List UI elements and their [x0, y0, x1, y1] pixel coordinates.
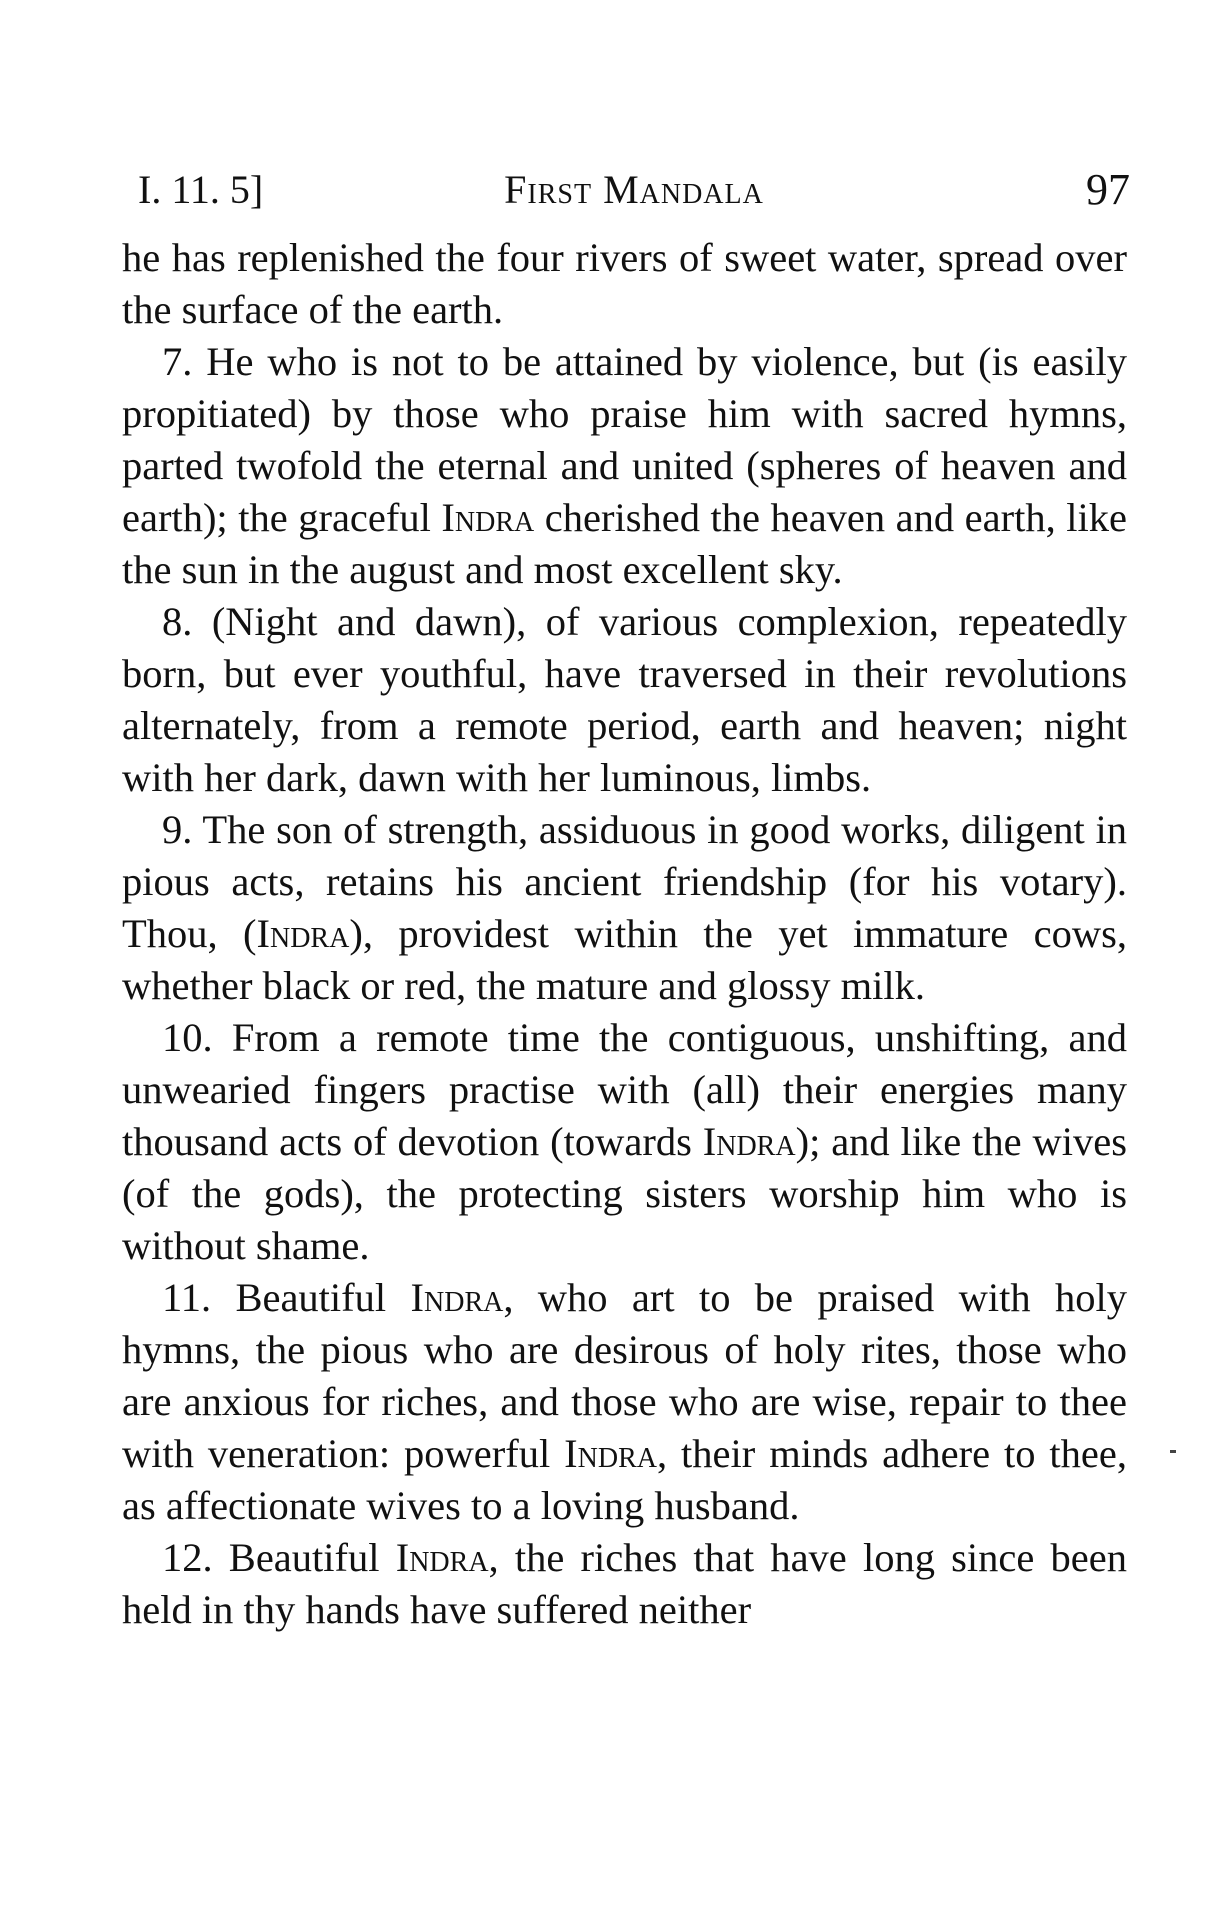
- deity-name: Indra: [564, 1431, 657, 1476]
- scan-speck: [1170, 1450, 1176, 1453]
- verse-7: [122, 336, 1127, 596]
- verse-text: , their minds adhere to thee, as affectionate wives to a loving husband.: [122, 1431, 1128, 1528]
- verse-text: , who art to be praised with holy hymns, the pious who are desirous of holy rites, those who are anxious for riches, and those who are wise, repair to thee with veneration: powerful: [122, 1275, 1127, 1476]
- verse-8: [122, 596, 1127, 804]
- verse-11: [122, 1272, 1127, 1532]
- verse-text: ); and like the wives (of the gods), the protecting sisters worship him who is without shame.: [122, 1119, 1127, 1268]
- book-title: First Mandala: [504, 167, 764, 212]
- verse-text: 9. The son of strength, assiduous in good works, diligent in pious acts, retains his ancient friendship (for his votary). Thou, (: [122, 807, 1127, 956]
- verse-text: 10. From a remote time the contiguous, unshifting, and unwearied fingers practise with (all) their energies many thousand acts of devotion (towards: [122, 1015, 1127, 1164]
- verse-12: [122, 1532, 1127, 1636]
- page-number: 97: [1086, 165, 1130, 214]
- verse-text: he has replenished the four rivers of sweet water, spread over the surface of the earth.: [122, 235, 1127, 332]
- section-reference: I. 11. 5]: [138, 167, 264, 212]
- deity-name: Indra: [441, 495, 535, 540]
- verse-text: ), providest within the yet immature cows, whether black or red, the mature and glossy milk.: [122, 911, 1128, 1008]
- verse-text: 12. Beautiful: [162, 1535, 396, 1580]
- deity-name: Indra: [256, 911, 350, 956]
- body-text: [122, 232, 1127, 1636]
- verse-9: [122, 804, 1127, 1012]
- running-head: [138, 160, 1130, 220]
- verse-10: [122, 1012, 1127, 1272]
- verse-text: 7. He who is not to be attained by violence, but (is easily propitiated) by those who praise him with sacred hymns, parted twofold the eternal and united (spheres of heaven and earth); the graceful: [122, 339, 1127, 540]
- verse-text: 8. (Night and dawn), of various complexion, repeatedly born, but ever youthful, have traversed in their revolutions alternately, from a remote period, earth and heaven; night with her dark, dawn with her luminous, limbs.: [122, 599, 1127, 800]
- verse-text: 11. Beautiful: [162, 1275, 411, 1320]
- deity-name: Indra: [702, 1119, 796, 1164]
- deity-name: Indra: [410, 1275, 504, 1320]
- verse-text: , the riches that have long since been held in thy hands have suffered neither: [122, 1535, 1128, 1632]
- verse-continuation: [122, 232, 1127, 336]
- verse-text: cherished the heaven and earth, like the sun in the august and most excellent sky.: [122, 495, 1128, 592]
- deity-name: Indra: [395, 1535, 489, 1580]
